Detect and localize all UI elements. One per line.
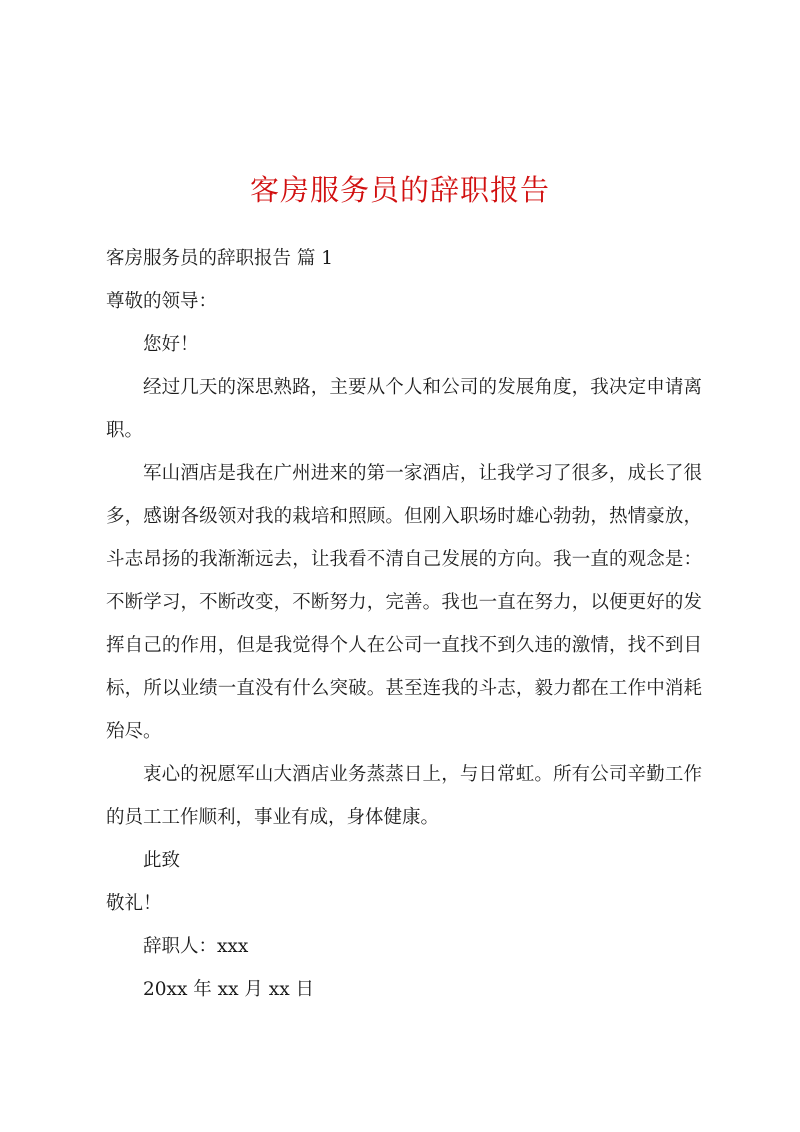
- closing: 此致: [143, 850, 181, 871]
- date: 20xx 年 xx 月 xx 日: [143, 979, 315, 1000]
- document-title: 客房服务员的辞职报告: [249, 173, 550, 207]
- signature: 辞职人：xxx: [143, 936, 249, 957]
- body-paragraph-1: 经过几天的深思熟路，主要从个人和公司的发展角度，我决定申请离职。: [106, 377, 702, 441]
- body-paragraph-2: 军山酒店是我在广州进来的第一家酒店，让我学习了很多，成长了很多，感谢各级领对我的栽培和照顾。但刚入职场时雄心勃勃，热情豪放，斗志昂扬的我渐渐远去，让我看不清自己发展的方向。我一直的观念是：不断学习，不断改变，不断努力，完善。我也一直在努力，以便更好的发挥自己的作用，但是我觉得个人在公司一直找不到久违的激情，找不到目标，所以业绩一直没有什么突破。甚至连我的斗志，毅力都在工作中消耗殆尽。: [106, 463, 702, 742]
- greeting: 您好！: [143, 334, 199, 355]
- regards: 敬礼！: [106, 893, 162, 914]
- document-body: [106, 237, 702, 1011]
- salutation: 尊敬的领导：: [106, 291, 218, 312]
- document-subtitle: 客房服务员的辞职报告 篇 1: [106, 248, 334, 269]
- body-paragraph-3: 衷心的祝愿军山大酒店业务蒸蒸日上，与日常虹。所有公司辛勤工作的员工工作顺利，事业有成，身体健康。: [106, 764, 702, 828]
